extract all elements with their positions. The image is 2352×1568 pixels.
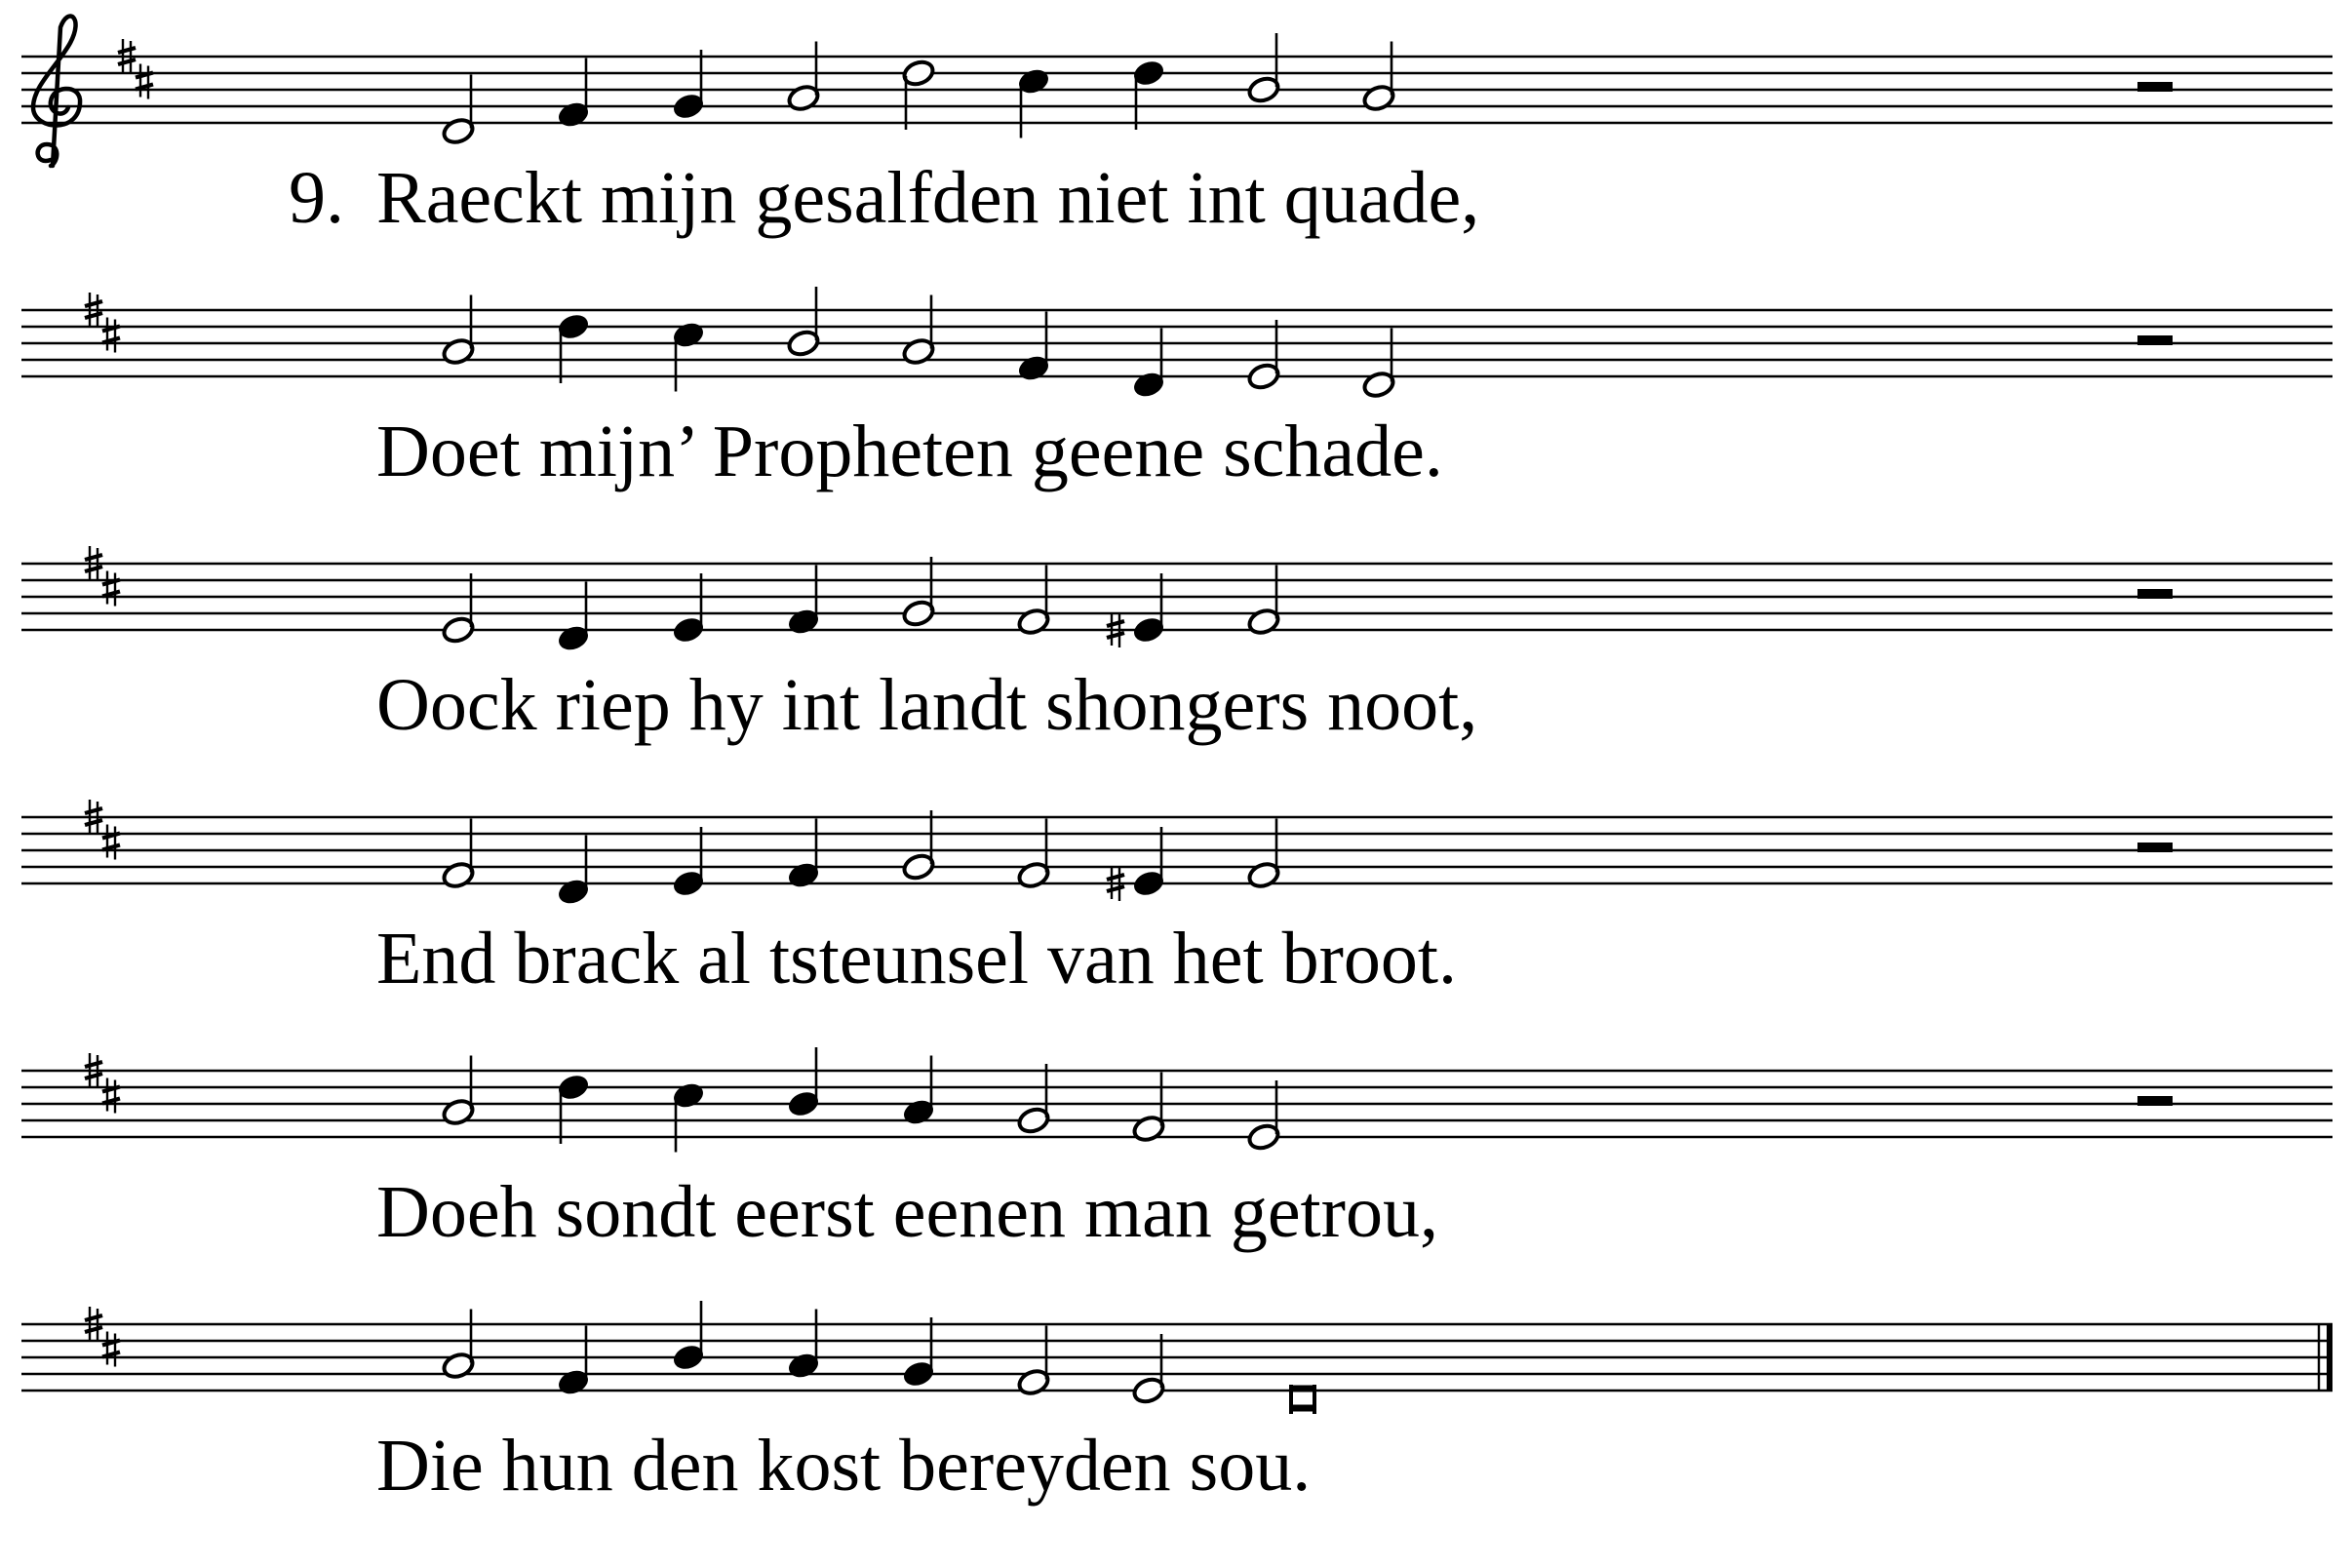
sharp-bar (85, 567, 102, 571)
key-sharp-c-icon (102, 318, 120, 353)
half-rest-icon (2137, 335, 2173, 345)
sharp-bar (102, 1352, 120, 1357)
staff-system (21, 800, 2332, 1000)
half-rest-icon (2137, 82, 2173, 92)
key-sharp-c-icon (102, 825, 120, 860)
sharp-bar (85, 820, 102, 825)
sharp-bar (136, 85, 153, 90)
sharp-bar (85, 313, 102, 318)
sharp-bar (85, 1315, 102, 1320)
staff-system (21, 17, 2332, 239)
sharp-bar (85, 555, 102, 560)
staff-system (21, 287, 2332, 492)
sharp-bar (1107, 621, 1124, 626)
sharp-bar (102, 1099, 120, 1104)
half-rest-icon (2137, 589, 2173, 599)
treble-clef-icon (33, 17, 80, 166)
half-rest-icon (2137, 843, 2173, 852)
sharp-bar (1107, 633, 1124, 638)
staff-system (21, 546, 2332, 746)
key-sharp-c-icon (102, 1078, 120, 1114)
staff-system (21, 1301, 2332, 1507)
lyric-line: End brack al tsteunsel van het broot. (376, 918, 1458, 1000)
lyric-line: Doeh sondt eerst eenen man getrou, (376, 1171, 1438, 1253)
sharp-bar (118, 59, 136, 64)
sharp-bar (102, 592, 120, 597)
sharp-bar (118, 48, 136, 53)
sharp-bar (1107, 875, 1124, 880)
clef-stroke (33, 17, 80, 166)
key-sharp-c-icon (102, 571, 120, 607)
staff-system (21, 1047, 2332, 1253)
key-sharp-c-icon (136, 64, 153, 99)
sharp-bar (102, 845, 120, 850)
sharp-bar (85, 1074, 102, 1078)
key-sharp-c-icon (102, 1332, 120, 1367)
lyric-line: Oock riep hy int landt shongers noot, (376, 664, 1478, 746)
lyric-line: Die hun den kost bereyden sou. (376, 1425, 1312, 1507)
half-rest-icon (2137, 1096, 2173, 1106)
sharp-bar (85, 1327, 102, 1332)
staff-systems (21, 17, 2332, 1507)
sharp-bar (85, 301, 102, 306)
lyric-line: Doet mijn’ Propheten geene schade. (376, 411, 1443, 492)
sharp-bar (85, 808, 102, 813)
sharp-bar (102, 338, 120, 343)
sharp-bar (85, 1062, 102, 1067)
lyric-line: Raeckt mijn gesalfden niet int quade, (376, 157, 1480, 239)
stanza-number: 9. (289, 157, 344, 239)
sharp-bar (1107, 886, 1124, 891)
